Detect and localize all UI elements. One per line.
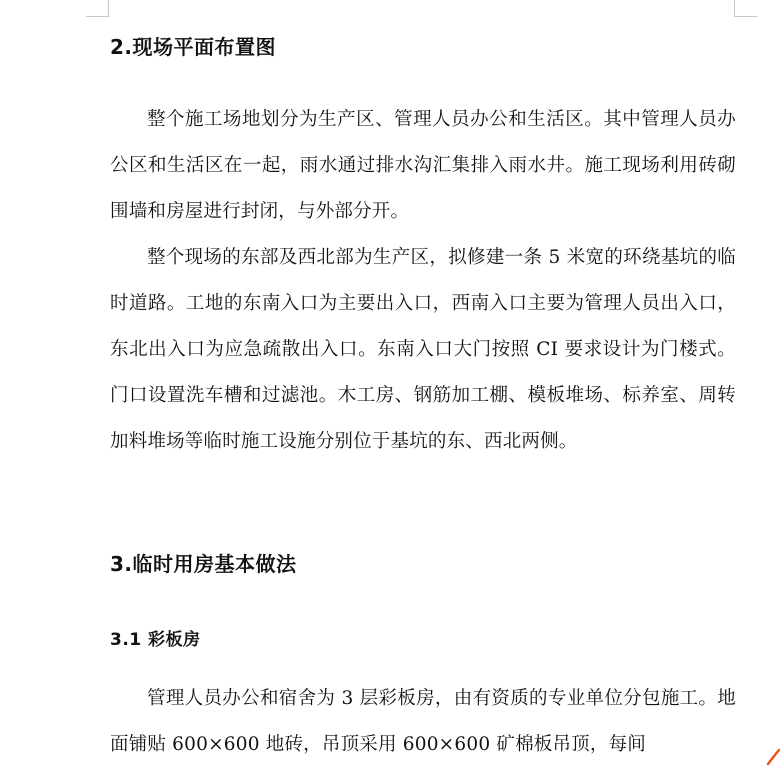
orange-stroke-mark xyxy=(766,746,780,766)
section-3-1-paragraph-1: 管理人员办公和宿舍为 3 层彩板房，由有资质的专业单位分包施工。地面铺贴 600×600 地砖，吊顶采用 600×600 矿棉板吊顶，每间 xyxy=(110,688,736,755)
section-2-paragraph-2: 整个现场的东部及西北部为生产区，拟修建一条 5 米宽的环绕基坑的临时道路。工地的东南入口为主要出入口，西南入口主要为管理人员出入口，东北出入口为应急疏散出入口。东南入口大门按照 CI 要求设计为门楼式。门口设置洗车槽和过滤池。木工房、钢筋加工棚、模板堆场、标养室、周转加料堆场等临时施工设施分别位于基坑的东、西北两侧。 xyxy=(110,247,736,452)
section-2-body xyxy=(110,97,736,465)
section-2-paragraph-1: 整个施工场地划分为生产区、管理人员办公和生活区。其中管理人员办公区和生活区在一起，雨水通过排水沟汇集排入雨水井。施工现场利用砖砌围墙和房屋进行封闭，与外部分开。 xyxy=(110,109,736,222)
section-3-heading: 3.临时用房基本做法 xyxy=(110,552,297,576)
section-3-1-heading: 3.1 彩板房 xyxy=(110,630,201,650)
crop-mark-top-right xyxy=(734,0,757,17)
crop-mark-top-left xyxy=(86,0,109,17)
section-3-1-body xyxy=(110,676,736,768)
section-2-heading: 2.现场平面布置图 xyxy=(110,35,277,59)
